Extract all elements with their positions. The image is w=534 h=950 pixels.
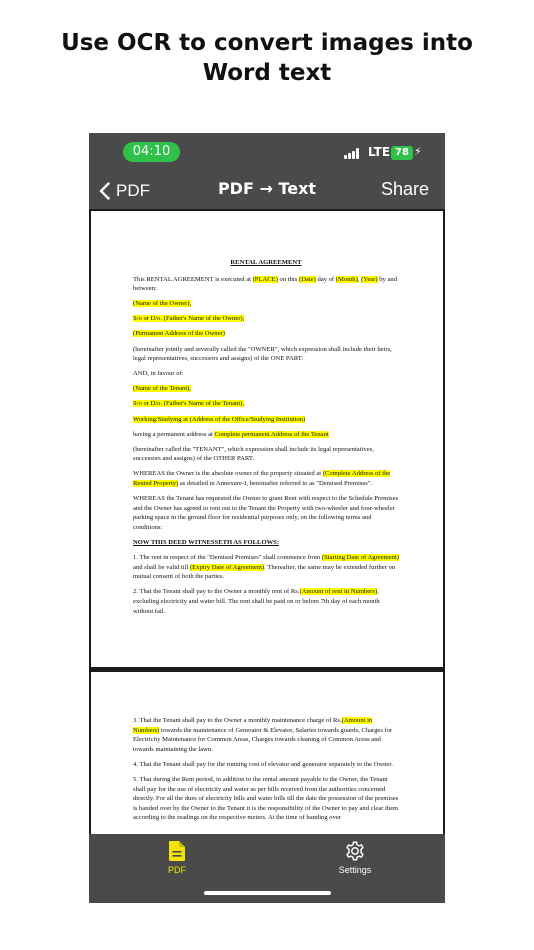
clause-5: 5. That during the Rent period, in addition to the rental amount payable to the Owner, the Tenant shall pay for the use of electricity and water as per bills received from the authorities concerned directly. For all the dues of electricity bills and water bills till the date the possession of the premises is handed over by the Owner to the Tenant it is the responsibility of the Owner to pay and clear them according to the readings on the respective meters. At the time of handing over [133,775,399,822]
clause-4: 4. That the Tenant shall pay for the running cost of elevator and generator separately to the Owner. [133,760,393,768]
clause-3: 3. That the Tenant shall pay to the Owner a monthly maintenance charge of Rs.(Amount in Numbers) towards the maintenance of Generator & Elevator, Salaries towards guards, Charges for Electricity Maintenance for Common Areas, Charges towards cleaning of Common Areas and towards maintaining the lawn. [133,717,393,753]
network-type: LTE [368,145,391,159]
owner-name: (Name of the Owner), [133,300,192,308]
status-time: 04:10 [123,142,180,162]
back-button[interactable] [99,177,150,205]
headline-line-1: Use OCR to convert images into [61,30,473,56]
tenant-workplace: Working/Studying at (Address of the Office/Studying Institution) [133,415,306,423]
navigation-bar [89,173,445,209]
status-bar [89,133,445,173]
tenant-father-name: S/o or D/o. (Father's Name of the Tenant), [133,400,245,408]
back-button-label: PDF [116,181,150,200]
whereas-paragraph-2: WHEREAS the Tenant has requested the Owner to grant Rent with respect to the Schedule Premises and the Owner has agreed to rent out to the Tenant the Property with two-wheeler and four-wheeler parking space in the ground floor for residential purposes only, on the following terms and conditions: [133,495,399,531]
owner-address: (Permanent Address of the Owner) [133,330,225,338]
whereas-paragraph-1: WHEREAS the Owner is the absolute owner of the property situated at (Complete Address of the Rented Property) as detailed in Annexure-I, hereinafter referred to as "Demised Premises". [133,470,391,487]
gear-icon [344,840,366,862]
tab-settings[interactable] [315,840,395,875]
document-icon [168,840,186,862]
section-heading: NOW THIS DEED WITNESSETH AS FOLLOWS: [133,538,280,546]
headline-line-2: Word text [202,60,332,86]
favour-paragraph: AND, in favour of: [133,370,184,378]
nav-title: PDF → Text [217,179,317,198]
document-page-2 [91,672,443,834]
tab-pdf-label: PDF [168,865,186,875]
document-page-1 [91,211,443,667]
clause-1: 1. The rent in respect of the "Demised Premises" shall commence from (Starting Date of Agreement) and shall be valid till (Expiry Date of Agreement). Thereafter, the same may be extended further on mutual consent of both the parties. [133,554,400,581]
clause-2: 2. That the Tenant shall pay to the Owner a monthly rent of Rs.(Amount of rent in Numbers), excluding electricity and water bill. The rent shall be paid on or before 7th day of each month without fail. [133,588,380,615]
tenant-called-paragraph: (hereinafter called the "TENANT", which expression shall include its legal representatives, successors and assigns) of the OTHER PART. [133,445,374,463]
owner-called-paragraph: (hereinafter jointly and severally called the "OWNER", which expression shall include their heirs, legal representatives, successors and assigns) of the ONE PART: [133,345,392,363]
document-viewer[interactable] [89,209,445,834]
phone-screen [89,133,445,903]
tab-bar [89,834,445,903]
charging-bolt-icon: ⚡ [414,146,422,158]
chevron-left-icon [99,182,110,200]
share-button[interactable]: Share [380,179,429,199]
tab-settings-label: Settings [338,865,372,875]
owner-father-name: S/o or D/o. (Father's Name of the Owner), [133,315,245,323]
tab-pdf[interactable] [137,840,217,875]
battery-icon: 78 [391,146,413,160]
home-indicator[interactable] [204,891,331,895]
tenant-permanent-address: having a permanent address at Complete permanent Address of the Tenant [133,430,329,438]
tenant-name: (Name of the Tenant), [133,385,192,393]
headline [0,28,534,88]
signal-bars-icon [344,148,362,159]
document-title: RENTAL AGREEMENT [230,259,302,266]
intro-paragraph: This RENTAL AGREEMENT is executed at (PLACE) on this (Date) day of (Month), (Year) by and between: [133,275,398,293]
